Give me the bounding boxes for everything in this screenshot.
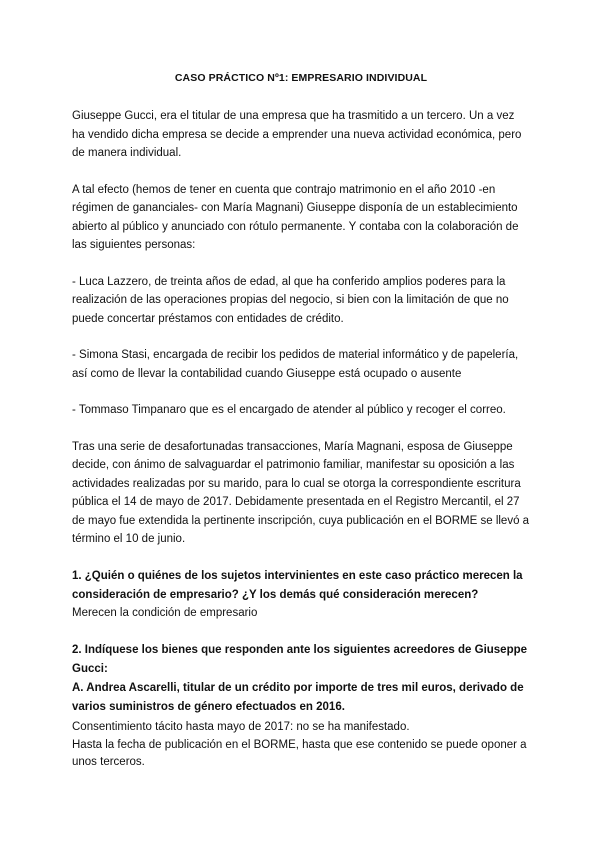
question-2a: A. Andrea Ascarelli, titular de un crédito por importe de tres mil euros, derivado de varios suministros de género efectuados en 2016. xyxy=(72,682,524,713)
paragraph-simona: - Simona Stasi, encargada de recibir los pedidos de material informático y de papelería, así como de llevar la contabilidad cuando Giuseppe está ocupado o ausente xyxy=(72,349,519,380)
paragraph-context: A tal efecto (hemos de tener en cuenta que contrajo matrimonio en el año 2010 -en régimen de gananciales- con María Magnani) Giuseppe disponía de un establecimiento abierto al público y anunciado con rótulo permanente. Y contaba con la colaboración de las siguientes personas: xyxy=(72,183,519,251)
answer-1: Merecen la condición de empresario xyxy=(72,606,258,619)
answer-2a-line-2: Hasta la fecha de publicación en el BORME, hasta que ese contenido se puede oponer a unos terceros. xyxy=(72,738,527,768)
document-title: CASO PRÁCTICO Nº1: EMPRESARIO INDIVIDUAL xyxy=(174,72,428,84)
answer-2a-line-1: Consentimiento tácito hasta mayo de 2017: no se ha manifestado. xyxy=(72,721,410,733)
paragraph-transactions: Tras una serie de desafortunadas transacciones, María Magnani, esposa de Giuseppe decide, con ánimo de salvaguardar el patrimonio familiar, manifestar su oposición a las actividades realizadas por su marido, para lo cual se otorga la correspondiente escritura pública el 14 de mayo de 2017. Debidamente presentada en el Registro Mercantil, el 27 de mayo fue extendida la pertinente inscripción, cuya publicación en el BORME se llevó a término el 10 de junio. xyxy=(72,440,530,545)
paragraph-tommaso: - Tommaso Timpanaro que es el encargado de atender al público y recoger el correo. xyxy=(72,404,506,416)
question-1: 1. ¿Quién o quiénes de los sujetos intervinientes en este caso práctico merecen la consideración de empresario? ¿Y los demás qué consideración merecen? xyxy=(72,569,523,601)
question-2: 2. Indíquese los bienes que responden ante los siguientes acreedores de Giuseppe Gucci: xyxy=(72,644,528,675)
paragraph-intro: Giuseppe Gucci, era el titular de una empresa que ha trasmitido a un tercero. Un a vez ha vendido dicha empresa se decide a emprender una nueva actividad económica, pero de manera individual. xyxy=(72,110,522,159)
paragraph-luca: - Luca Lazzero, de treinta años de edad, al que ha conferido amplios poderes para la realización de las operaciones propias del negocio, si bien con la limitación de que no puede concertar préstamos con entidades de crédito. xyxy=(72,275,509,325)
